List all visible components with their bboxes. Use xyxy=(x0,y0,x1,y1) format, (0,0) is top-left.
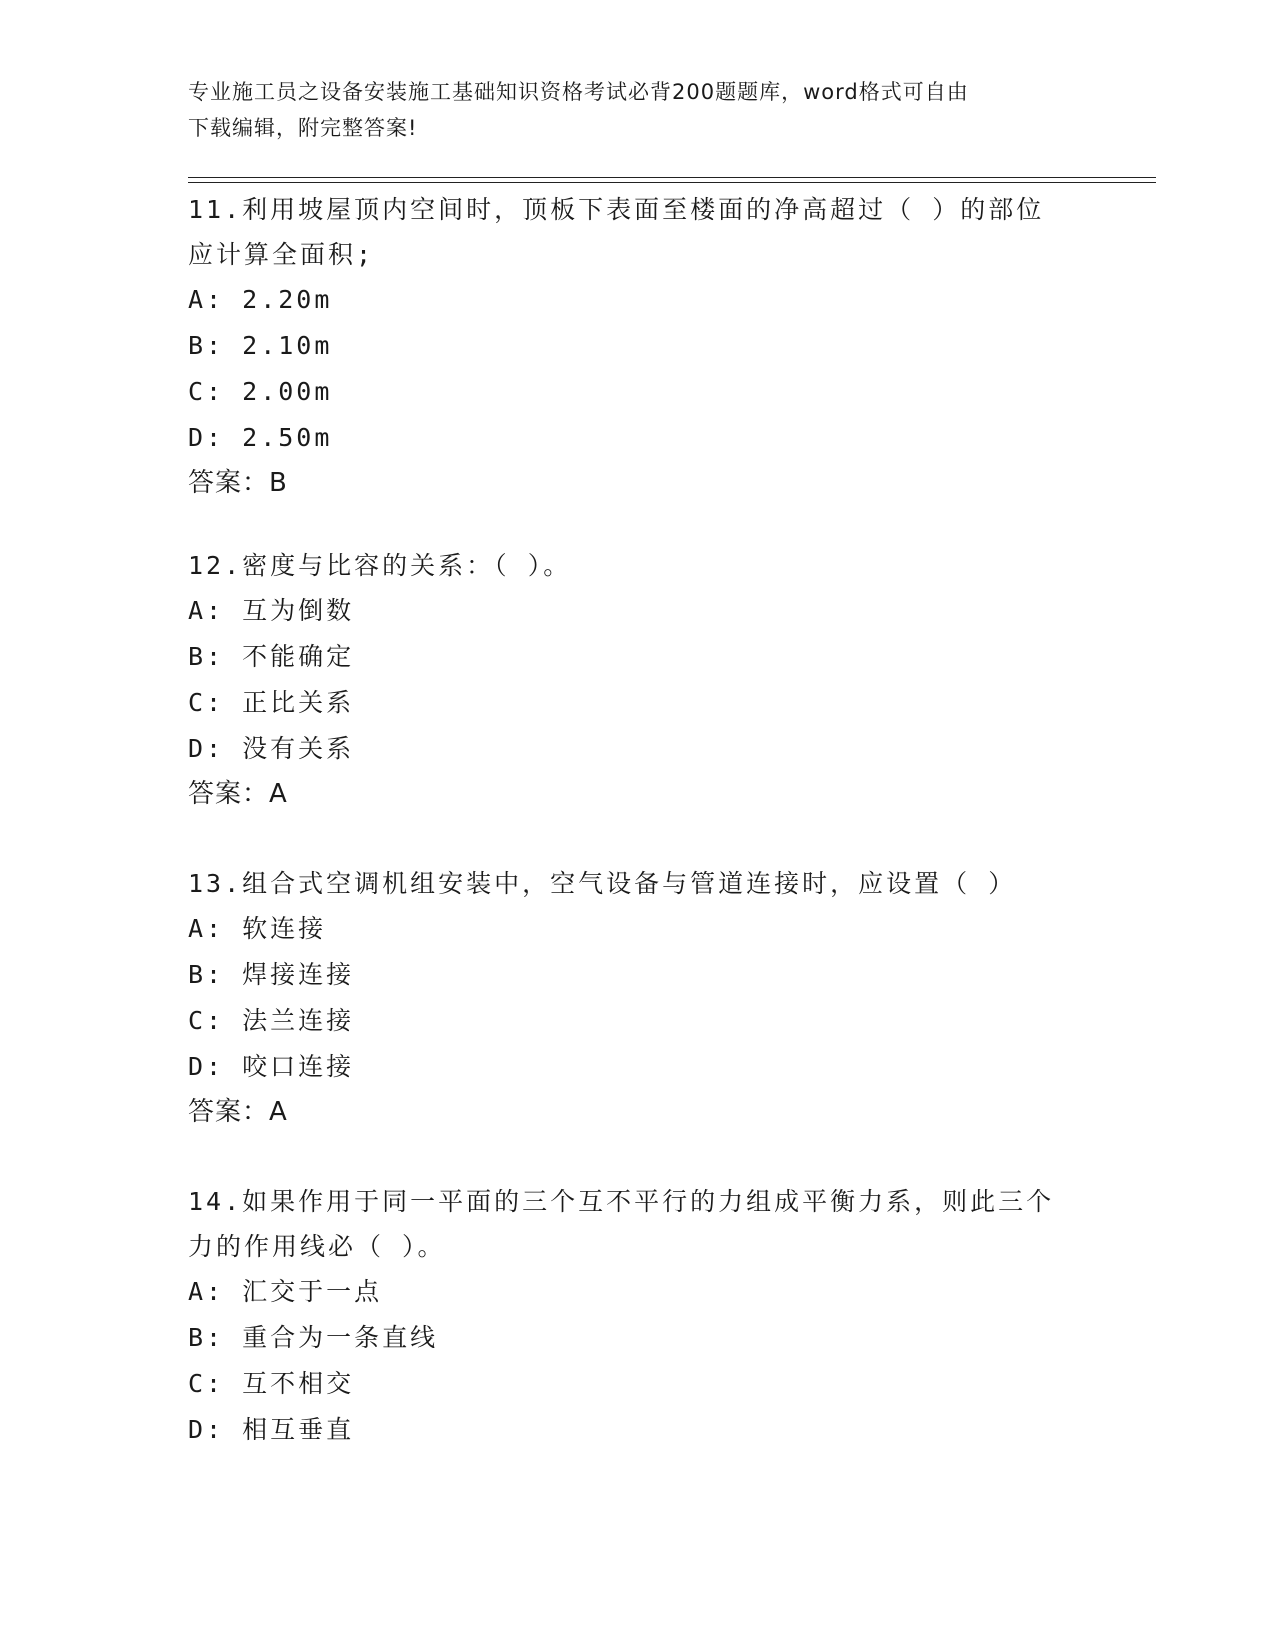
answer: 答案：B xyxy=(188,468,288,498)
header-divider-top xyxy=(188,177,1156,178)
option-b: B: 2.10m xyxy=(188,331,333,360)
option-b: B: 重合为一条直线 xyxy=(188,1323,439,1352)
option-a: A: 软连接 xyxy=(188,914,327,943)
option-b: B: 焊接连接 xyxy=(188,960,355,989)
question-12 xyxy=(188,543,1088,816)
document-header xyxy=(188,74,1068,146)
option-c: C: 2.00m xyxy=(188,377,333,406)
question-14 xyxy=(188,1179,1088,1453)
header-line-1: 专业施工员之设备安装施工基础知识资格考试必背200题题库，word格式可自由 xyxy=(188,80,969,104)
question-text: 11.利用坡屋顶内空间时，顶板下表面至楼面的净高超过（ ）的部位 xyxy=(188,195,1045,224)
question-text: 12.密度与比容的关系：（ ）。 xyxy=(188,551,572,580)
question-13 xyxy=(188,861,1088,1134)
option-a: A: 汇交于一点 xyxy=(188,1277,383,1306)
option-d: D: 相互垂直 xyxy=(188,1415,355,1444)
question-text: 13.组合式空调机组安装中，空气设备与管道连接时，应设置（ ） xyxy=(188,869,1017,898)
header-divider-bottom xyxy=(188,182,1156,183)
option-a: A: 互为倒数 xyxy=(188,596,355,625)
answer: 答案：A xyxy=(188,779,288,809)
option-d: D: 没有关系 xyxy=(188,734,355,763)
option-c: C: 互不相交 xyxy=(188,1369,355,1398)
answer: 答案：A xyxy=(188,1097,288,1127)
question-11 xyxy=(188,187,1088,505)
option-b: B: 不能确定 xyxy=(188,642,355,671)
option-d: D: 咬口连接 xyxy=(188,1052,355,1081)
option-d: D: 2.50m xyxy=(188,423,333,452)
option-c: C: 正比关系 xyxy=(188,688,355,717)
question-text-continued: 力的作用线必（ ）。 xyxy=(188,1232,446,1261)
question-text-continued: 应计算全面积; xyxy=(188,240,375,269)
option-a: A: 2.20m xyxy=(188,285,333,314)
header-line-2: 下载编辑，附完整答案! xyxy=(188,116,418,140)
option-c: C: 法兰连接 xyxy=(188,1006,355,1035)
question-text: 14.如果作用于同一平面的三个互不平行的力组成平衡力系，则此三个 xyxy=(188,1187,1055,1216)
